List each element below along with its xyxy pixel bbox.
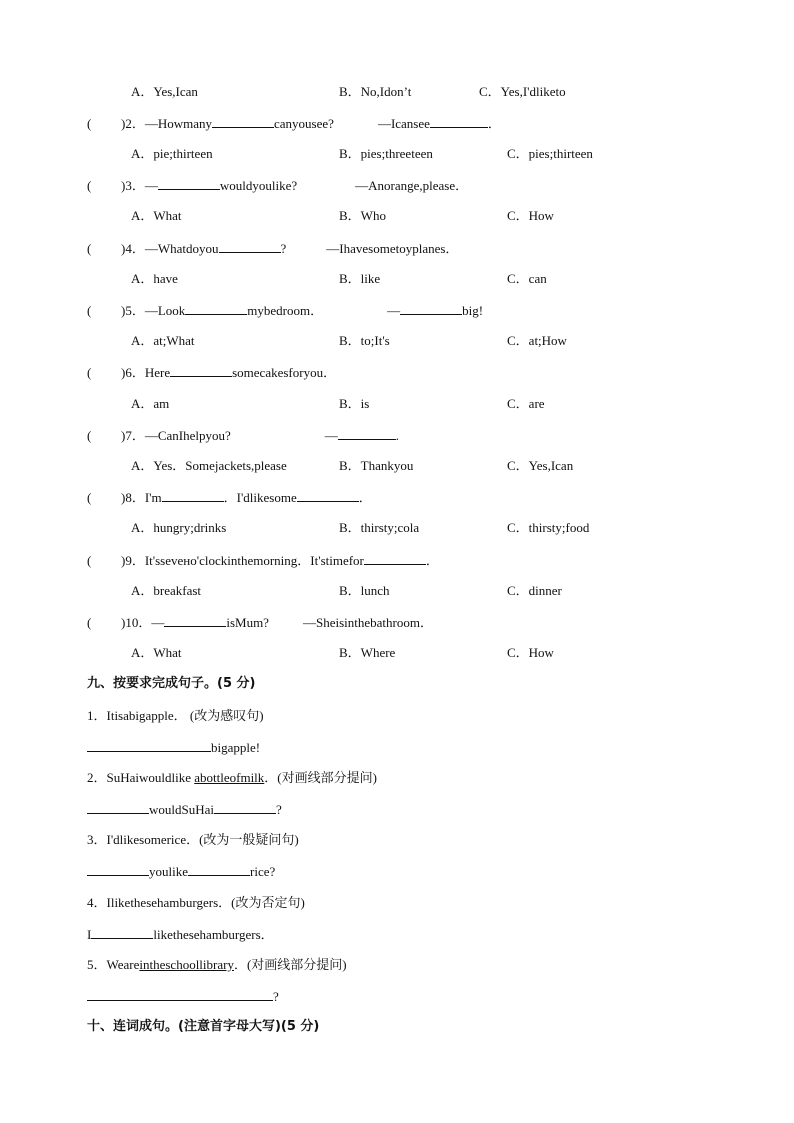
- option-c: C．Yes,Ican: [507, 458, 574, 473]
- option-b: B．No,Idon’t: [339, 84, 412, 99]
- option-a: A．What: [131, 645, 182, 660]
- question-6: ( )6．Here somecakesforyou．: [87, 365, 337, 380]
- blank: [170, 364, 232, 377]
- option-b: B．pies;threeteen: [339, 146, 433, 161]
- question-9: ( )9．It'ssevено'clockinthemorning．It'stimefor ．: [87, 553, 439, 568]
- option-c: C．can: [507, 271, 547, 286]
- blank: [87, 863, 149, 876]
- blank: [400, 302, 462, 315]
- blank: [158, 177, 220, 190]
- option-b: B．Where: [339, 645, 396, 660]
- option-b: B．lunch: [339, 583, 390, 598]
- answer-line-2: wouldSuHai ?: [87, 801, 282, 818]
- question-3: ( )3．— wouldyoulike? —Anorange,please．: [87, 178, 469, 193]
- option-a: A．pie;thirteen: [131, 146, 213, 161]
- answer-line-4: I likethesehamburgers．: [87, 927, 274, 942]
- question-4: ( )4．—Whatdoyou ? —Ihavesometoyplanes．: [87, 241, 459, 256]
- blank: [214, 801, 276, 814]
- option-b: B．is: [339, 396, 370, 411]
- section-9-item-1: 1．Itisabigapple． (改为感叹句): [87, 708, 264, 723]
- blank: [430, 115, 488, 128]
- option-c: C．Yes,I'dliketo: [479, 84, 566, 99]
- option-c: C．are: [507, 396, 545, 411]
- blank: [87, 739, 211, 752]
- option-b: B．Thankyou: [339, 458, 414, 473]
- blank: [188, 863, 250, 876]
- question-10: ( )10．— isMum? —Sheisinthebathroom．: [87, 615, 433, 630]
- blank: [164, 614, 226, 627]
- option-a: A．What: [131, 208, 182, 223]
- blank: [185, 302, 247, 315]
- option-a: A．have: [131, 271, 178, 286]
- blank: [212, 115, 274, 128]
- section-10-title: 十、连词成句。(注意首字母大写)(5 分): [87, 1019, 320, 1034]
- option-a: A．Yes．Somejackets,please: [131, 458, 287, 473]
- option-b: B．like: [339, 271, 381, 286]
- option-a: A．Yes,Ican: [131, 84, 198, 99]
- section-9-item-2: 2．SuHaiwouldlike abottleofmilk．(对画线部分提问): [87, 770, 377, 785]
- option-c: C．pies;thirteen: [507, 146, 593, 161]
- option-a: A．breakfast: [131, 583, 202, 598]
- option-b: B．Who: [339, 208, 386, 223]
- answer-paren: (: [87, 116, 92, 131]
- question-5: ( )5．—Look mybedroom． — big!: [87, 303, 484, 318]
- blank: [338, 427, 396, 440]
- blank: [87, 988, 273, 1001]
- section-9-item-5: 5．Weareintheschoollibrary．(对画线部分提问): [87, 957, 347, 972]
- option-a: A．am: [131, 396, 170, 411]
- blank: [297, 489, 359, 502]
- blank: [87, 801, 149, 814]
- option-c: C．at;How: [507, 333, 567, 348]
- answer-line-1: bigapple!: [87, 739, 260, 756]
- option-c: C．How: [507, 208, 554, 223]
- question-7: ( )7．—CanIhelpyou? — .: [87, 428, 400, 443]
- option-c: C．How: [507, 645, 554, 660]
- blank: [364, 552, 426, 565]
- option-c: C．thirsty;food: [507, 520, 590, 535]
- option-b: B．thirsty;cola: [339, 520, 420, 535]
- blank: [162, 489, 224, 502]
- section-9-item-3: 3．I'dlikesomerice．(改为一般疑问句): [87, 832, 299, 847]
- section-9-item-4: 4．Ilikethesehamburgers．(改为否定句): [87, 895, 305, 910]
- option-a: A．at;What: [131, 333, 195, 348]
- option-b: B．to;It's: [339, 333, 390, 348]
- blank: [219, 240, 281, 253]
- option-c: C．dinner: [507, 583, 562, 598]
- option-a: A．hungry;drinks: [131, 520, 227, 535]
- answer-line-5: ?: [87, 988, 279, 1005]
- question-2: ( )2．—Howmany canyousee? —Icansee ．: [87, 116, 501, 131]
- section-9-title: 九、按要求完成句子。(5 分): [87, 676, 256, 691]
- blank: [91, 926, 153, 939]
- answer-line-3: youlike rice?: [87, 863, 275, 880]
- question-8: ( )8．I'm ．I'dlikesome ．: [87, 490, 372, 505]
